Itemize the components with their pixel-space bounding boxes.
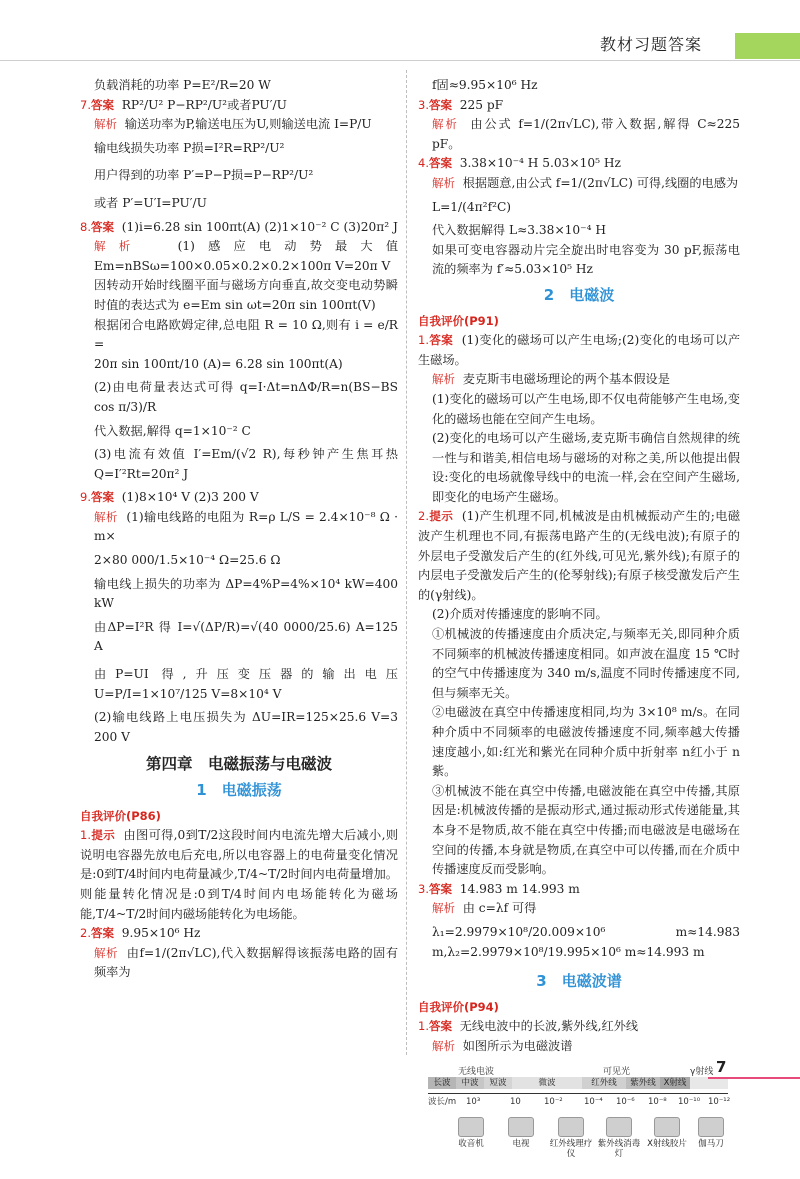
text-line: 由P=UI 得,升压变压器的输出电压 U=P/I=1×10⁷/125 V=8×10⁴ V <box>94 667 398 701</box>
tick-label: 10⁻¹⁰ <box>678 1096 701 1107</box>
tick-label: 10⁻¹² <box>708 1096 731 1107</box>
column-divider <box>406 70 407 1055</box>
tick-label: 10⁻² <box>544 1096 563 1107</box>
band-ultraviolet: 紫外线 <box>626 1077 660 1089</box>
tick-label: 10³ <box>466 1096 481 1107</box>
text-line: (2)介质对传播速度的影响不同。 <box>432 607 608 622</box>
left-column <box>80 76 398 983</box>
tick-label: 10⁻⁶ <box>616 1096 635 1107</box>
visible-light-label: 可见光 <box>603 1066 631 1077</box>
gamma-ray-label: γ射线 <box>690 1066 714 1077</box>
text-line: 2×80 000/1.5×10⁻⁴ Ω=25.6 Ω <box>94 553 281 568</box>
band-microwave: 微波 <box>512 1077 582 1089</box>
question-7-answer: 7.答案 RP²/U² P−RP²/U²或者PU′/U <box>80 97 287 112</box>
text-line: 代入数据,解得 q=1×10⁻² C <box>94 423 251 438</box>
text-line: 或者 P′=U′I=PU′/U <box>94 195 207 210</box>
page-number: 7 <box>716 1058 727 1076</box>
text-line: ①机械波的传播速度由介质决定,与频率无关,即同种介质不同频率的机械波传播速度相同。如声波在温度 15 ℃时的空气中传播速度为 340 m/s,温度不同时传播速度不同,但与频率无关。 <box>432 627 740 700</box>
problem-1-answer: 1.答案 (1)变化的磁场可以产生电场;(2)变化的电场可以产生磁场。 <box>418 333 741 367</box>
question-4-analysis: 解析 根据题意,由公式 f=1/(2π√LC) 可得,线圈的电感为 <box>432 175 739 190</box>
header-rule <box>0 60 800 61</box>
text-line: (2)输电线路上电压损失为 ΔU=IR=125×25.6 V=3 200 V <box>94 710 398 744</box>
gamma-knife-icon <box>698 1117 724 1137</box>
self-evaluation-heading: 自我评价(P86) <box>80 808 161 823</box>
question-9-answer: 9.答案 (1)8×10⁴ V (2)3 200 V <box>80 490 259 505</box>
problem-1-hint: 1.提示 由图可得,0到T/2这段时间内电流先增大后减小,则说明电容器先放电后充电,所以电容器上的电荷量变化情况是:0到T/4时间内电荷量减少,T/4~T/2时间内电荷量增加。则能量转化情况是:0到T/4时间内电场能转化为磁场能,T/4~T/2时间内磁场能转化为电场能。 <box>80 828 399 921</box>
problem-2-analysis: 解析 由f=1/(2π√LC),代入数据解得该振荡电路的固有频率为 <box>94 945 399 980</box>
tick-label: 10⁻⁴ <box>584 1096 603 1107</box>
spectrum-question-answer: 1.答案 无线电波中的长波,紫外线,红外线 <box>418 1019 639 1034</box>
axis-label: 波长/m <box>428 1096 457 1107</box>
band-infrared: 红外线 <box>582 1077 626 1089</box>
text-line: 代入数据解得 L≈3.38×10⁻⁴ H <box>432 223 606 238</box>
tick-label: 10 <box>510 1096 521 1107</box>
text-line: (3)电流有效值 I′=Em/(√2 R),每秒钟产生焦耳热 Q=I′²Rt=20π² J <box>94 447 398 481</box>
band-medium-wave: 中波 <box>456 1077 484 1089</box>
radio-icon <box>458 1117 484 1137</box>
problem-3-analysis: 解析 由 c=λf 可得 <box>432 901 537 916</box>
text-line: (2)由电荷量表达式可得 q=I·Δt=nΔΦ/R=n(BS−BS cos π/3)/R <box>94 380 398 414</box>
text-line: 由ΔP=I²R 得 I=√(ΔP/R)=√(40 0000/25.6) A=125 A <box>94 619 398 654</box>
text-line: 用户得到的功率 P′=P−P损=P−RP²/U² <box>94 168 314 183</box>
text-line: 输电线上损失的功率为 ΔP=4%P=4%×10⁴ kW=400 kW <box>94 576 398 611</box>
device-uv-lamp: 紫外线消毒灯 <box>596 1117 642 1159</box>
question-8-analysis: 解析 (1)感应电动势最大值 Em=nBSω=100×0.05×0.2×0.2×100π V=20π V <box>94 239 399 273</box>
problem-2-answer: 2.答案 9.95×10⁶ Hz <box>80 926 201 941</box>
lesson-title: 1 电磁振荡 <box>196 781 282 799</box>
uv-lamp-icon <box>606 1117 632 1137</box>
device-radio: 收音机 <box>448 1117 494 1149</box>
question-3-analysis: 解析 由公式 f=1/(2π√LC),带入数据,解得 C≈225 pF。 <box>432 117 741 151</box>
device-tv: 电视 <box>498 1117 544 1149</box>
text-line: 输电线损失功率 P损=I²R=RP²/U² <box>94 140 285 155</box>
tick-label: 10⁻⁸ <box>648 1096 667 1107</box>
text-line: L=1/(4π²f²C) <box>432 199 512 214</box>
radio-wave-label: 无线电波 <box>458 1066 495 1077</box>
self-evaluation-heading: 自我评价(P91) <box>418 313 499 328</box>
text-line: (2)变化的电场可以产生磁场,麦克斯韦确信自然规律的统一性与和谐美,相信电场与磁场的对称之美,所以他提出假设:变化的电场就像导线中的电流一样,会在空间产生磁场,即变化的电场产生磁场。 <box>432 431 740 504</box>
question-8-answer: 8.答案 (1)i=6.28 sin 100πt(A) (2)1×10⁻² C (3)20π² J <box>80 219 398 234</box>
device-x-ray-film: X射线胶片 <box>644 1117 690 1149</box>
text-line: (1)变化的磁场可以产生电场,即不仅电荷能够产生电场,变化的磁场也能在空间产生电场。 <box>432 391 740 426</box>
text-line: 因转动开始时线圈平面与磁场方向垂直,故交变电动势瞬时值的表达式为 e=Em sin ωt=20π sin 100πt(V) <box>94 278 398 312</box>
text-line: 根据闭合电路欧姆定律,总电阻 R = 10 Ω,则有 i = e/R = <box>94 317 398 352</box>
question-7-analysis: 解析 输送功率为P,输送电压为U,则输送电流 I=P/U <box>94 117 372 132</box>
text-line: ③机械波不能在真空中传播,电磁波能在真空中传播,其原因是:机械波传播的是振动形式,通过振动形式传递能量,其本身不是物质,故不能在真空中传播;而电磁波是电磁场在空间的传播,本身就是物质,在真空中可以传播,而在介质中传播速度反而受影响。 <box>432 783 740 877</box>
band-short-wave: 短波 <box>484 1077 512 1089</box>
text-line: 20π sin 100πt/10 (A)= 6.28 sin 100πt(A) <box>94 356 343 371</box>
question-9-analysis: 解析 (1)输电线路的电阻为 R=ρ L/S = 2.4×10⁻⁸ Ω · m× <box>94 509 398 544</box>
lesson-title: 3 电磁波谱 <box>536 972 622 991</box>
text-line: λ₁=2.9979×10⁸/20.009×10⁶ m≈14.983 m,λ₂=2.9979×10⁸/19.995×10⁶ m≈14.993 m <box>432 924 740 959</box>
band-x-ray: X射线 <box>660 1077 690 1089</box>
page-number-underline <box>708 1077 800 1079</box>
em-spectrum-diagram <box>428 1063 738 1179</box>
right-column <box>418 76 740 1179</box>
x-ray-film-icon <box>654 1117 680 1137</box>
text-line: 如果可变电容器动片完全旋出时电容变为 30 pF,振荡电流的频率为 f′≈5.03×10⁵ Hz <box>432 242 740 277</box>
text-line: ②电磁波在真空中传播速度相同,均为 3×10⁸ m/s。在同种介质中不同频率的电磁波传播速度不同,频率越大传播速度越小,如:红光和紫光在同种介质中折射率 n红小于 n紫。 <box>432 705 740 779</box>
problem-3-answer: 3.答案 14.983 m 14.993 m <box>418 881 580 896</box>
lesson-title: 2 电磁波 <box>543 285 615 304</box>
question-4-answer: 4.答案 3.38×10⁻⁴ H 5.03×10⁵ Hz <box>418 156 621 171</box>
problem-1-analysis: 解析 麦克斯韦电磁场理论的两个基本假设是 <box>432 372 670 387</box>
question-3-answer: 3.答案 225 pF <box>418 97 504 112</box>
device-gamma-knife: 伽马刀 <box>688 1117 734 1149</box>
tv-icon <box>508 1117 534 1137</box>
band-long-wave: 长波 <box>428 1077 456 1089</box>
device-infrared-therapy: 红外线理疗仪 <box>548 1117 594 1159</box>
text-line: f固≈9.95×10⁶ Hz <box>432 78 538 92</box>
page-header-title: 教材习题答案 <box>600 35 703 54</box>
self-evaluation-heading: 自我评价(P94) <box>418 999 499 1014</box>
chapter-title: 第四章 电磁振荡与电磁波 <box>145 755 332 774</box>
spectrum-question-analysis: 解析 如图所示为电磁波谱 <box>432 1038 573 1053</box>
lamp-icon <box>558 1117 584 1137</box>
header-accent-bar <box>735 33 800 59</box>
problem-2-hint: 2.提示 (1)产生机理不同,机械波是由机械振动产生的;电磁波产生机理也不同,有振荡电路产生的(无线电波);有原子的外层电子受激发后产生的(红外线,可见光,紫外线);有原子的内层电子受激发后产生的(伦琴射线);有原子核受激发后产生的(γ射线)。 <box>418 509 741 602</box>
text-line: 负载消耗的功率 P=E²/R=20 W <box>94 78 271 92</box>
